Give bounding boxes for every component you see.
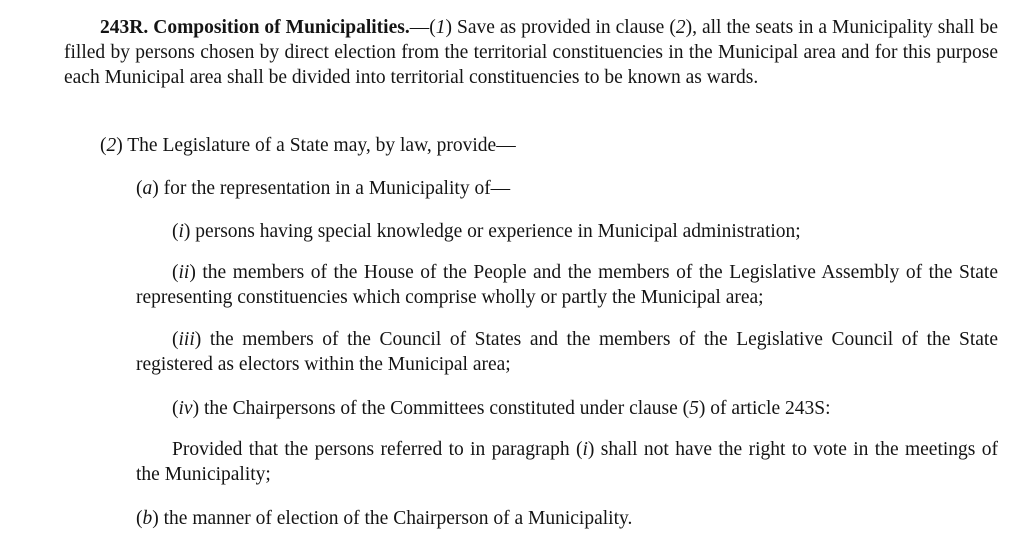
- section-243r-clause-1: 243R. Composition of Municipalities.—(1) Save as provided in clause (2), all the seats in a Municipality shall be filled by persons chosen by direct election from the territorial constituencies in the Municipal area and for this purpose each Municipal area shall be divided into territorial constituencies to be known as wards.: [64, 17, 998, 88]
- subitem-iv-text: ) the Chairpersons of the Committees constituted under clause (: [192, 398, 690, 419]
- item-a-letter: a: [142, 178, 153, 199]
- subitem-iii: (iii) the members of the Council of States and the members of the Legislative Council of the State registered as electors within the Municipal area;: [136, 329, 998, 375]
- item-a-text: ) for the representation in a Municipality of—: [152, 178, 511, 199]
- subitem-i-numeral: i: [178, 221, 184, 242]
- heading-dash: —: [409, 17, 430, 38]
- proviso: [136, 437, 998, 487]
- item-b: (b) the manner of election of the Chairperson of a Municipality.: [136, 508, 633, 529]
- subitem-iv-text-continued: ) of article 243S:: [698, 398, 831, 419]
- clause-5-reference: 5: [689, 398, 699, 419]
- subitem-iii-text: ) the members of the Council of States and the members of the Legislative Council of the State registered as electors within the Municipal area;: [136, 329, 998, 375]
- subitem-i-text: ) persons having special knowledge or experience in Municipal administration;: [183, 221, 801, 242]
- clause-1-text: Save as provided in clause (: [451, 17, 676, 38]
- clause-1-number: 1: [435, 17, 446, 38]
- subitem-iv-numeral: iv: [178, 398, 193, 419]
- item-b-letter: b: [142, 508, 153, 529]
- clause-1-text-continued: ), all the seats in a Municipality shall be filled by persons chosen by direct election from the territorial constituencies in the Municipal area and for this purpose each Municipal area shall be divided into territorial constituencies to be known as wards.: [64, 17, 998, 88]
- paragraph-i-reference: i: [582, 439, 588, 460]
- section-number: 243R.: [100, 17, 149, 38]
- clause-2: (2) The Legislature of a State may, by law, provide—: [100, 135, 516, 156]
- clause-2-number: 2: [106, 135, 117, 156]
- item-b-text: ) the manner of election of the Chairperson of a Municipality.: [152, 508, 633, 529]
- proviso-text: Provided that the persons referred to in paragraph (: [172, 439, 583, 460]
- subitem-i: (i) persons having special knowledge or experience in Municipal administration;: [172, 221, 801, 242]
- subitem-ii: (ii) the members of the House of the People and the members of the Legislative Assembly of the State representing constituencies which comprise wholly or partly the Municipal area;: [136, 262, 998, 308]
- subitem-ii-numeral: ii: [178, 262, 190, 283]
- clause-2-text: ) The Legislature of a State may, by law, provide—: [116, 135, 516, 156]
- section-heading: Composition of Municipalities.: [153, 17, 410, 38]
- proviso-text-continued: ) shall not have the right to vote in the meetings of the Municipality;: [136, 439, 998, 485]
- clause-2-reference: 2: [675, 17, 686, 38]
- subitem-iv: (iv) the Chairpersons of the Committees constituted under clause (5) of article 243S:: [172, 398, 831, 419]
- subitem-iii-numeral: iii: [178, 329, 195, 350]
- item-a: (a) for the representation in a Municipality of—: [136, 178, 511, 199]
- subitem-ii-text: ) the members of the House of the People and the members of the Legislative Assembly of the State representing constituencies which comprise wholly or partly the Municipal area;: [136, 262, 998, 308]
